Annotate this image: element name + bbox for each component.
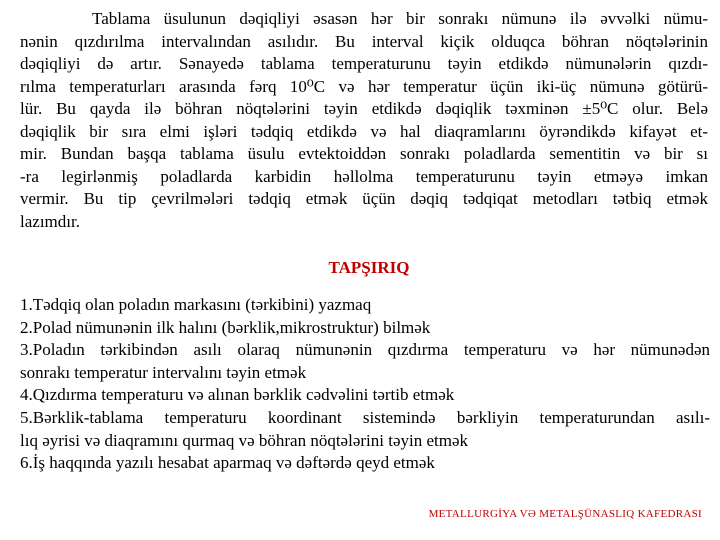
task-item: 4.Qızdırma temperaturu və alınan bərklik cədvəlini tərtib etmək	[20, 385, 455, 405]
section-title: TAPŞIRIQ	[328, 258, 410, 277]
task-item-continuation: sonrakı temperatur intervalını təyin etmək	[20, 362, 307, 382]
paragraph-line: mir. Bundan başqa tablama üsulu evtektoiddən sonrakı poladlarda sementitin və bir sı	[20, 144, 708, 163]
paragraph-line: lazımdır.	[20, 211, 80, 231]
task-item: 1.Tədqiq olan poladın markasını (tərkibini) yazmaq	[20, 295, 372, 314]
paragraph-line: -ra legirlənmiş poladlarda karbidin həllolma temperaturunu təyin etməyə imkan	[20, 166, 708, 186]
paragraph-line: rılma temperaturları arasında fərq 10⁰C və hər temperatur üçün iki-üç nümunə götürü-	[20, 76, 708, 96]
paragraph-line: lür. Bu qayda ilə böhran nöqtələrini təyin etdikdə dəqiqlik təxminən ±5⁰C olur. Belə	[20, 99, 708, 118]
task-item: 2.Polad nümunənin ilk halını (bərklik,mikrostruktur) bilmək	[20, 317, 431, 337]
paragraph-line: Tablama üsulunun dəqiqliyi əsasən hər bir sonrakı nümunə ilə əvvəlki nümu-	[92, 9, 708, 28]
department-footer: METALLURGİYA VƏ METALŞÜNASLIQ KAFEDRASI	[428, 508, 702, 520]
paragraph-line: vermir. Bu tip çevrilmələri tədqiq etmək üçün dəqiq tədqiqat metodları tətbiq etmək	[20, 189, 708, 208]
paragraph-line: dəqiqliyi də artır. Sənayedə tablama temperaturunu təyin etdikdə nümunələrin qızdı-	[20, 54, 708, 73]
task-item: 3.Poladın tərkibindən asılı olaraq nümunənin qızdırma temperaturu və hər nümunədən	[20, 340, 710, 360]
paragraph-line: nənin qızdırılma intervalından asılıdır. Bu interval kiçik olduqca böhran nöqtələrinin	[20, 31, 708, 51]
task-item-continuation: lıq əyrisi və diaqramını qurmaq və böhran nöqtələrini təyin etmək	[20, 430, 469, 450]
body-paragraph	[20, 8, 708, 233]
task-item: 6.İş haqqında yazılı hesabat aparmaq və dəftərdə qeyd etmək	[20, 453, 435, 473]
paragraph-line: dəqiqlik bir sıra elmi işləri tədqiq etdikdə və hal diaqramlarını öyrəndikdə kifayət et-	[20, 121, 708, 141]
task-item: 5.Bərklik-tablama temperaturu koordinant sistemində bərkliyin temperaturundan asılı-	[20, 407, 710, 427]
task-list	[20, 294, 710, 475]
